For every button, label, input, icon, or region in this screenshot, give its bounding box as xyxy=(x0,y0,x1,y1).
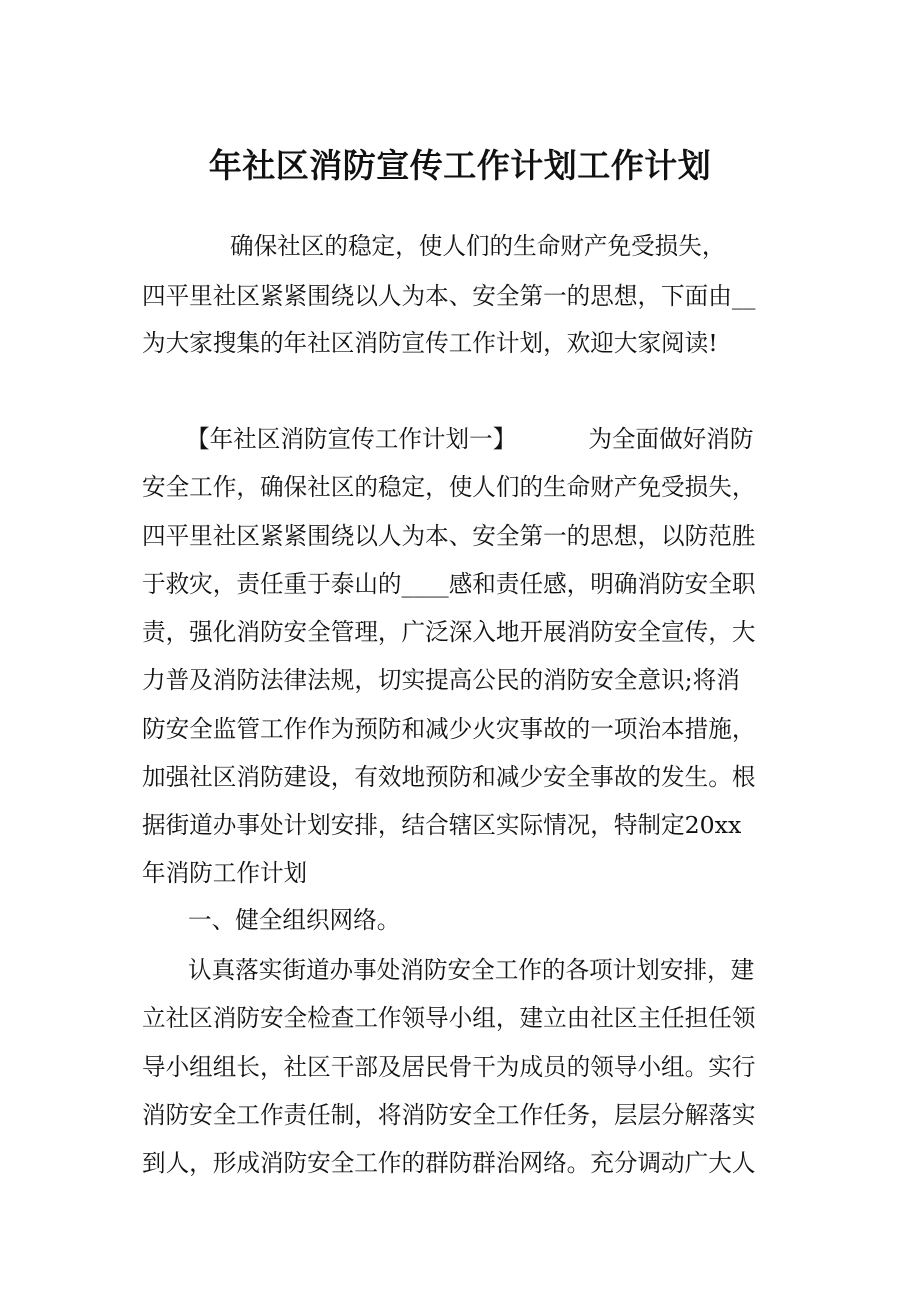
section1-line-3: 于救灾，责任重于泰山的____感和责任感，明确消防安全职 xyxy=(142,570,756,598)
intro-line-1: 确保社区的稳定，使人们的生命财产免受损失， xyxy=(230,232,726,260)
section1-first-line xyxy=(186,422,753,456)
intro-line-3: 为大家搜集的年社区消防宣传工作计划，欢迎大家阅读! xyxy=(142,329,718,357)
section1-line-2: 四平里社区紧紧围绕以人为本、安全第一的思想，以防范胜 xyxy=(142,522,756,550)
section-heading: 【年社区消防宣传工作计划一】 xyxy=(186,425,517,453)
item1-line-4: 消防安全工作责任制，将消防安全工作任务，层层分解落实 xyxy=(142,1101,756,1129)
section1-first-line-tail: 为全面做好消防 xyxy=(588,425,754,453)
item1-line-2: 立社区消防安全检查工作领导小组，建立由社区主任担任领 xyxy=(142,1004,756,1032)
item1-line-5: 到人，形成消防安全工作的群防群治网络。充分调动广大人 xyxy=(142,1149,756,1177)
item1-line-3: 导小组组长，社区干部及居民骨干为成员的领导小组。实行 xyxy=(142,1053,756,1081)
section1-line-1: 安全工作，确保社区的稳定，使人们的生命财产免受损失， xyxy=(142,473,756,501)
section1-line-9: 年消防工作计划 xyxy=(142,859,308,887)
section1-line-5: 力普及消防法律法规，切实提高公民的消防安全意识;将消 xyxy=(142,666,740,694)
section1-line-7: 加强社区消防建设，有效地预防和减少安全事故的发生。根 xyxy=(142,763,756,791)
intro-line-2: 四平里社区紧紧围绕以人为本、安全第一的思想，下面由__ xyxy=(142,282,756,310)
item1-heading: 一、健全组织网络。 xyxy=(188,906,401,934)
document-title: 年社区消防宣传工作计划工作计划 xyxy=(208,146,712,185)
section1-line-6: 防安全监管工作作为预防和减少火灾事故的一项治本措施， xyxy=(142,715,756,743)
section1-line-8: 据街道办事处计划安排，结合辖区实际情况，特制定20xx xyxy=(142,811,742,839)
section1-line-4: 责，强化消防安全管理，广泛深入地开展消防安全宣传，大 xyxy=(142,618,756,646)
item1-line-1: 认真落实街道办事处消防安全工作的各项计划安排，建 xyxy=(188,956,755,984)
